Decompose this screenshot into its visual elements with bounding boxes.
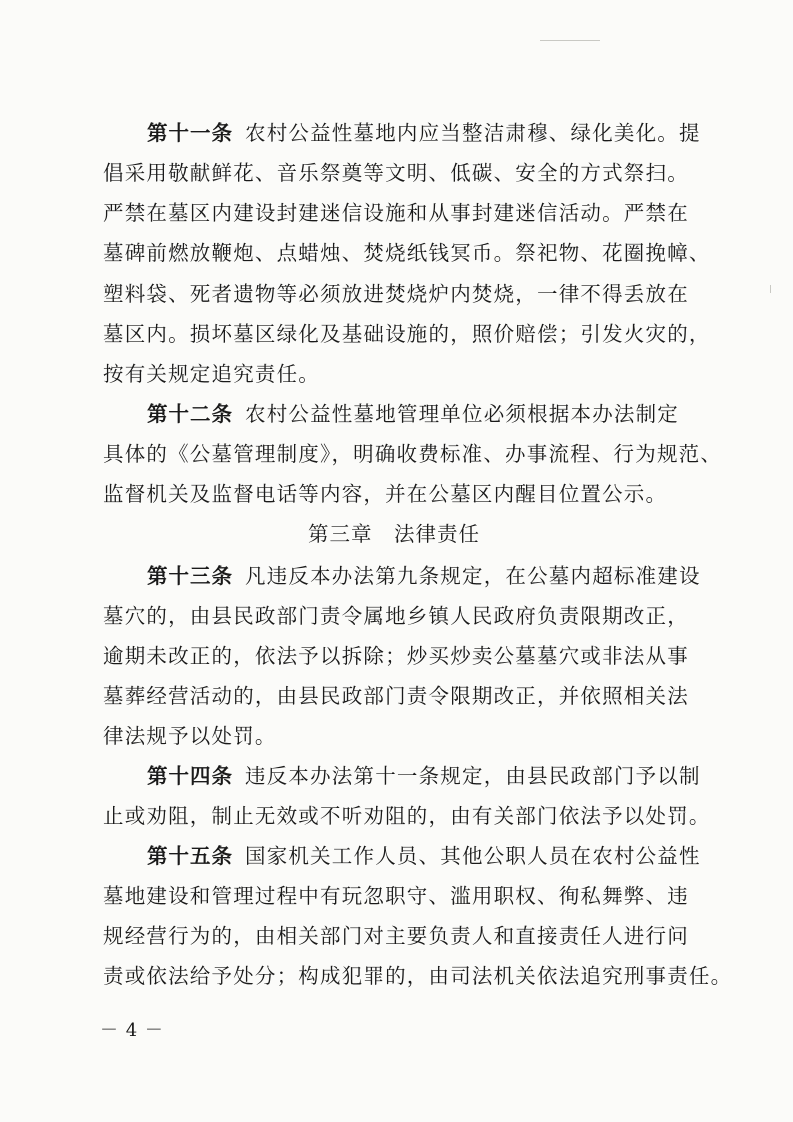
article-11-line-2: 倡采用敬献鲜花、音乐祭奠等文明、低碳、安全的方式祭扫。 <box>103 161 689 185</box>
article-11-line-7: 按有关规定追究责任。 <box>103 362 320 386</box>
article-14-label: 第十四条 <box>147 764 233 788</box>
article-11-line-6: 墓区内。损坏墓区绿化及基础设施的，照价赔偿；引发火灾的， <box>103 322 711 346</box>
article-13-line-5: 律法规予以处罚。 <box>103 724 277 748</box>
article-11-line-1 <box>147 121 701 145</box>
article-14-line-2: 止或劝阻，制止无效或不听劝阻的，由有关部门依法予以处罚。 <box>103 804 711 828</box>
page-number: － 4 － <box>100 1020 164 1041</box>
article-11-label: 第十一条 <box>147 121 233 145</box>
article-12-line-1 <box>147 402 679 426</box>
chapter-heading: 第三章 法律责任 <box>308 522 480 546</box>
article-13-line-3: 逾期未改正的，依法予以拆除；炒买炒卖公墓墓穴或非法从事 <box>103 644 689 668</box>
article-11-line-5: 塑料袋、死者遗物等必须放进焚烧炉内焚烧，一律不得丢放在 <box>103 282 689 306</box>
article-15-first-line-text: 国家机关工作人员、其他公职人员在农村公益性 <box>245 844 701 868</box>
article-11-first-line-text: 农村公益性墓地内应当整洁肃穆、绿化美化。提 <box>245 121 701 145</box>
article-14-first-line-text: 违反本办法第十一条规定，由县民政部门予以制 <box>245 764 701 788</box>
article-15-label: 第十五条 <box>147 844 233 868</box>
scan-mark-top <box>540 40 600 41</box>
article-13-line-2: 墓穴的，由县民政部门责令属地乡镇人民政府负责限期改正， <box>103 604 689 628</box>
article-12-label: 第十二条 <box>147 402 233 426</box>
article-12-first-line-text: 农村公益性墓地管理单位必须根据本办法制定 <box>245 402 679 426</box>
article-15-line-2: 墓地建设和管理过程中有玩忽职守、滥用职权、徇私舞弊、违 <box>103 884 689 908</box>
article-14-line-1 <box>147 764 701 788</box>
article-12-line-2: 具体的《公墓管理制度》，明确收费标准、办事流程、行为规范、 <box>103 442 723 466</box>
article-11-line-3: 严禁在墓区内建设封建迷信设施和从事封建迷信活动。严禁在 <box>103 201 689 225</box>
article-15-line-1 <box>147 844 701 868</box>
article-13-line-4: 墓葬经营活动的，由县民政部门责令限期改正，并依照相关法 <box>103 684 689 708</box>
article-13-first-line-text: 凡违反本办法第九条规定，在公墓内超标准建设 <box>245 564 701 588</box>
scan-mark-right <box>770 285 771 293</box>
article-12-line-3: 监督机关及监督电话等内容，并在公墓区内醒目位置公示。 <box>103 482 668 506</box>
article-13-line-1 <box>147 564 701 588</box>
article-11-line-4: 墓碑前燃放鞭炮、点蜡烛、焚烧纸钱冥币。祭祀物、花圈挽幛、 <box>103 241 711 265</box>
article-15-line-3: 规经营行为的，由相关部门对主要负责人和直接责任人进行问 <box>103 924 689 948</box>
article-13-label: 第十三条 <box>147 564 233 588</box>
article-15-line-4: 责或依法给予处分；构成犯罪的，由司法机关依法追究刑事责任。 <box>103 964 733 988</box>
